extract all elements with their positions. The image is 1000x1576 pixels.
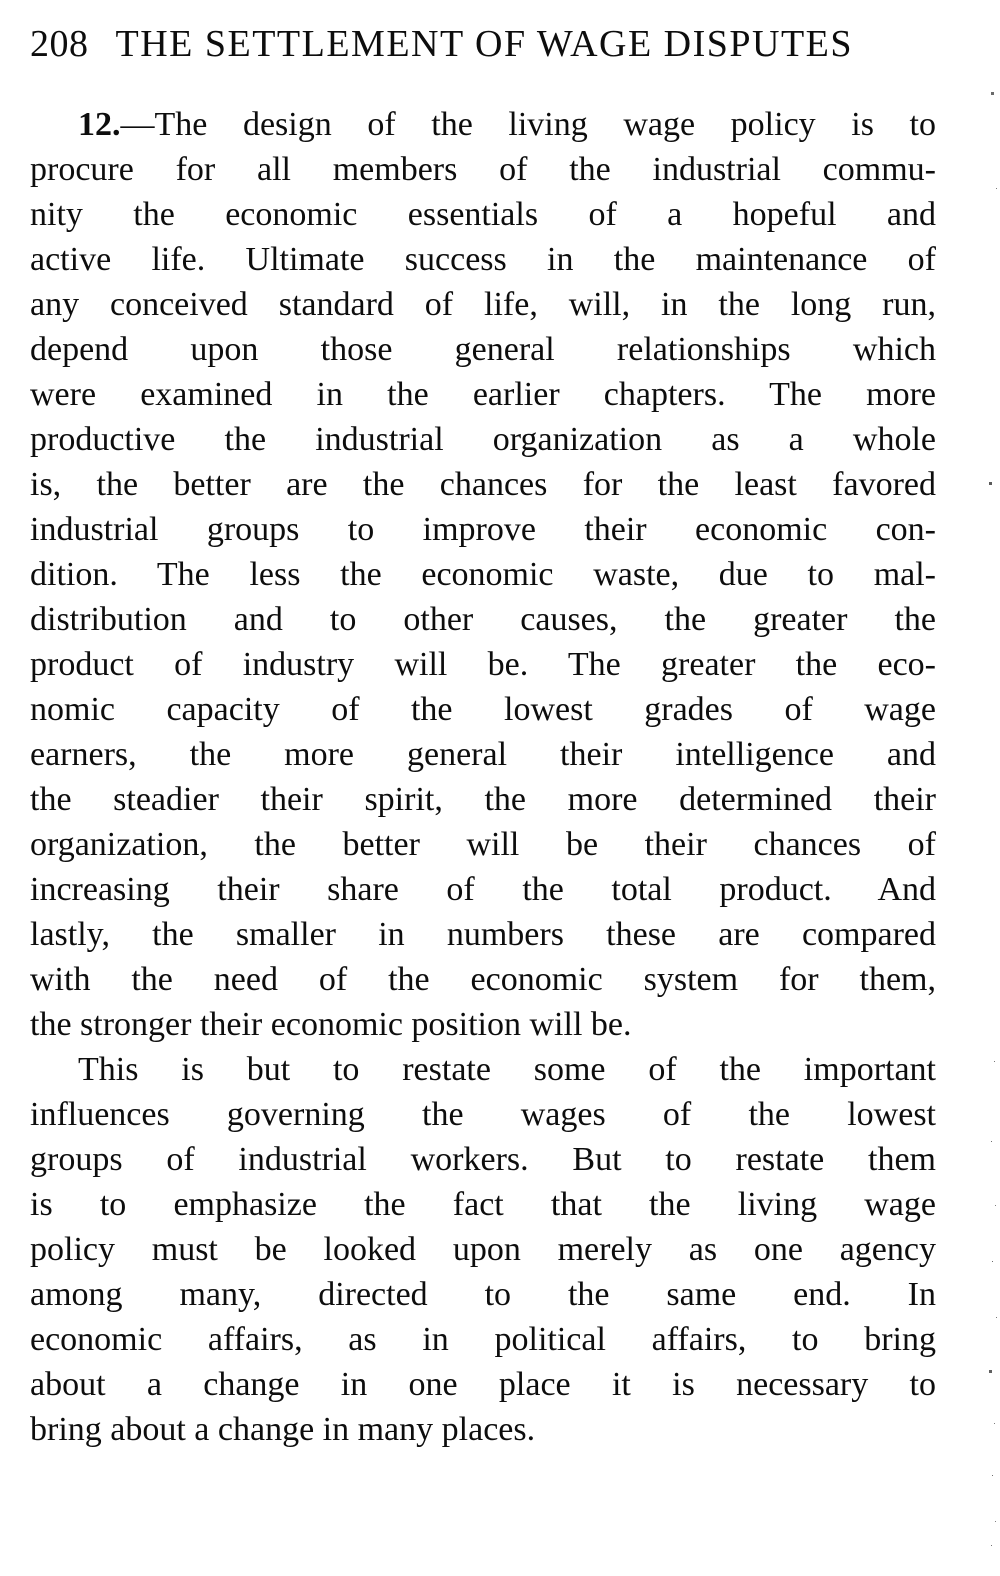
text-line: product of industry will be. The greater the eco- — [30, 645, 936, 683]
text-line: dition. The less the economic waste, due to mal- — [30, 555, 936, 593]
scan-speckles — [991, 92, 994, 95]
chapter-title: THE SETTLEMENT OF WAGE DISPUTES — [115, 23, 854, 65]
text-line: nity the economic essentials of a hopeful and — [30, 195, 936, 233]
text-line: earners, the more general their intelligence and — [30, 735, 936, 773]
text-line: bring about a change in many places. — [30, 1410, 536, 1448]
text-line: the stronger their economic position will be. — [30, 1005, 632, 1043]
text-line: influences governing the wages of the lowest — [30, 1095, 936, 1133]
text-line: is, the better are the chances for the least favored — [30, 465, 936, 503]
text-line: economic affairs, as in political affairs, to bring — [30, 1320, 936, 1358]
text-line: active life. Ultimate success in the maintenance of — [30, 240, 936, 278]
paragraph — [30, 102, 936, 1047]
text-line: the steadier their spirit, the more determined their — [30, 780, 936, 818]
text-line: industrial groups to improve their economic con- — [30, 510, 936, 548]
text-line: any conceived standard of life, will, in the long run, — [30, 285, 936, 323]
text-line: productive the industrial organization as a whole — [30, 420, 936, 458]
running-head — [30, 22, 966, 68]
text-line: groups of industrial workers. But to restate them — [30, 1140, 936, 1178]
text-line: were examined in the earlier chapters. The more — [30, 375, 936, 413]
page-body — [30, 102, 936, 1452]
text-line: lastly, the smaller in numbers these are compared — [30, 915, 936, 953]
page-number: 208 — [30, 23, 89, 65]
text-line: is to emphasize the fact that the living wage — [30, 1185, 936, 1223]
text-line: policy must be looked upon merely as one agency — [30, 1230, 936, 1268]
section-number: 12. — [78, 105, 121, 143]
text-line: distribution and to other causes, the greater the — [30, 600, 936, 638]
text-line: 12.—The design of the living wage policy is to — [78, 105, 936, 143]
text-line: about a change in one place it is necessary to — [30, 1365, 936, 1403]
text-line: increasing their share of the total product. And — [30, 870, 936, 908]
paragraph — [30, 1047, 936, 1452]
text-line: organization, the better will be their chances of — [30, 825, 936, 863]
text-line: among many, directed to the same end. In — [30, 1275, 936, 1313]
text-line: depend upon those general relationships which — [30, 330, 936, 368]
text-line: procure for all members of the industrial commu- — [30, 150, 936, 188]
text-line: nomic capacity of the lowest grades of wage — [30, 690, 936, 728]
text-line: with the need of the economic system for them, — [30, 960, 936, 998]
text-line: This is but to restate some of the important — [78, 1050, 936, 1088]
